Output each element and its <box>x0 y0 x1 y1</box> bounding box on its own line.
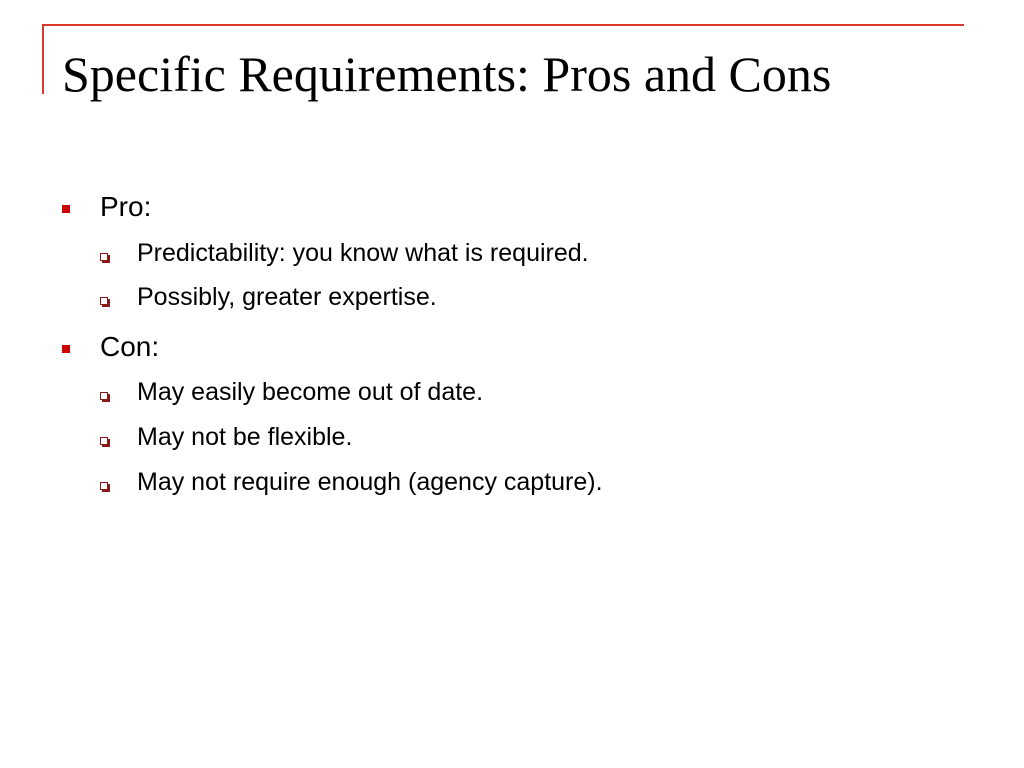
square-bullet-icon <box>62 345 70 353</box>
hollow-square-bullet-icon <box>100 437 108 445</box>
con-item-3: May not require enough (agency capture). <box>137 468 603 496</box>
hollow-square-bullet-icon <box>100 482 108 490</box>
hollow-square-bullet-icon <box>100 297 108 305</box>
hollow-square-bullet-icon <box>100 392 108 400</box>
con-item-1: May easily become out of date. <box>137 378 484 406</box>
square-bullet-icon <box>62 205 70 213</box>
slide-title: Specific Requirements: Pros and Cons <box>62 46 832 102</box>
section-heading-pro: Pro: <box>100 191 152 222</box>
pro-item-1: Predictability: you know what is required. <box>137 239 589 267</box>
section-heading-con: Con: <box>100 331 160 362</box>
pro-item-2: Possibly, greater expertise. <box>137 283 437 311</box>
hollow-square-bullet-icon <box>100 253 108 261</box>
con-item-2: May not be flexible. <box>137 423 353 451</box>
